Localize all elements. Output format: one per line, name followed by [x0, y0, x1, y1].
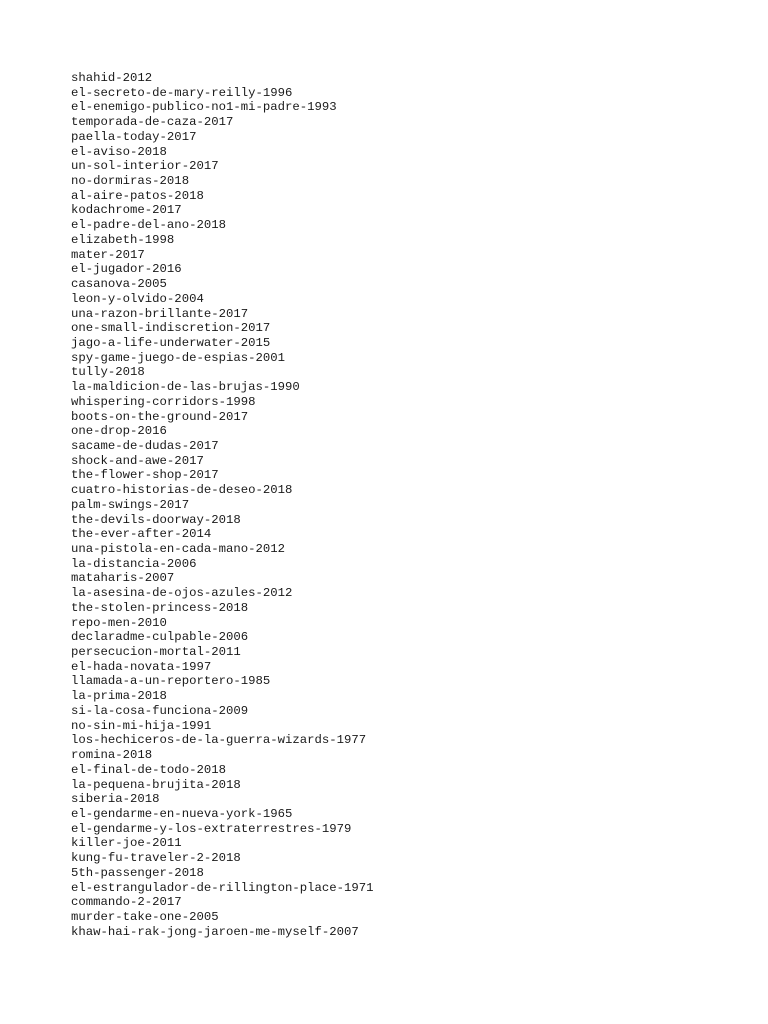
title-list: [71, 71, 374, 939]
list-item: khaw-hai-rak-jong-jaroen-me-myself-2007: [71, 924, 359, 939]
list-item: tully-2018: [71, 365, 145, 380]
list-item: spy-game-juego-de-espias-2001: [71, 350, 286, 365]
list-item: paella-today-2017: [71, 129, 197, 144]
list-item: la-pequena-brujita-2018: [71, 777, 241, 792]
list-item: una-razon-brillante-2017: [71, 306, 249, 321]
list-item: una-pistola-en-cada-mano-2012: [71, 542, 286, 556]
list-item: cuatro-historias-de-deseo-2018: [71, 483, 293, 498]
list-item: kodachrome-2017: [71, 203, 182, 218]
list-item: leon-y-olvido-2004: [71, 291, 204, 306]
list-item: one-drop-2016: [71, 424, 167, 439]
list-item: la-maldicion-de-las-brujas-1990: [71, 380, 300, 395]
list-item: el-hada-novata-1997: [71, 659, 212, 674]
list-item: commando-2-2017: [71, 895, 182, 910]
list-item: mater-2017: [71, 247, 145, 262]
list-item: murder-take-one-2005: [71, 909, 219, 924]
list-item: the-ever-after-2014: [71, 527, 212, 542]
list-item: declaradme-culpable-2006: [71, 630, 249, 645]
list-item: sacame-de-dudas-2017: [71, 438, 219, 453]
list-item: el-gendarme-en-nueva-york-1965: [71, 806, 293, 821]
list-item: shock-and-awe-2017: [71, 453, 204, 468]
list-item: la-distancia-2006: [71, 556, 197, 571]
list-item: un-sol-interior-2017: [71, 159, 219, 174]
list-item: romina-2018: [71, 748, 153, 763]
list-item: casanova-2005: [71, 277, 167, 292]
list-item: el-jugador-2016: [71, 262, 182, 277]
list-item: la-asesina-de-ojos-azules-2012: [71, 586, 293, 601]
list-item: al-aire-patos-2018: [71, 188, 204, 203]
list-item: the-flower-shop-2017: [71, 468, 219, 483]
list-item: 5th-passenger-2018: [71, 865, 204, 880]
list-item: boots-on-the-ground-2017: [71, 409, 249, 424]
list-item: siberia-2018: [71, 792, 160, 807]
list-item: los-hechiceros-de-la-guerra-wizards-1977: [71, 733, 367, 748]
list-item: the-devils-doorway-2018: [71, 512, 241, 527]
list-item: si-la-cosa-funciona-2009: [71, 703, 249, 718]
list-item: whispering-corridors-1998: [71, 394, 256, 409]
list-item: el-secreto-de-mary-reilly-1996: [71, 85, 293, 100]
list-item: el-final-de-todo-2018: [71, 762, 226, 777]
list-item: el-estrangulador-de-rillington-place-1971: [71, 880, 374, 895]
list-item: the-stolen-princess-2018: [71, 600, 249, 615]
list-item: elizabeth-1998: [71, 232, 175, 247]
list-item: la-prima-2018: [71, 689, 167, 704]
list-item: el-padre-del-ano-2018: [71, 218, 226, 233]
list-item: llamada-a-un-reportero-1985: [71, 674, 271, 689]
list-item: kung-fu-traveler-2-2018: [71, 851, 241, 866]
list-item: repo-men-2010: [71, 615, 167, 630]
list-item: no-dormiras-2018: [71, 174, 190, 189]
list-item: no-sin-mi-hija-1991: [71, 718, 212, 733]
list-item: shahid-2012: [71, 71, 153, 85]
list-item: killer-joe-2011: [71, 836, 182, 851]
list-item: one-small-indiscretion-2017: [71, 321, 271, 336]
list-item: mataharis-2007: [71, 571, 175, 586]
list-item: persecucion-mortal-2011: [71, 645, 241, 660]
list-item: el-enemigo-publico-no1-mi-padre-1993: [71, 100, 337, 115]
list-item: palm-swings-2017: [71, 497, 190, 512]
list-item: el-gendarme-y-los-extraterrestres-1979: [71, 821, 352, 836]
list-item: jago-a-life-underwater-2015: [71, 335, 271, 350]
list-item: el-aviso-2018: [71, 144, 167, 159]
list-item: temporada-de-caza-2017: [71, 115, 234, 130]
